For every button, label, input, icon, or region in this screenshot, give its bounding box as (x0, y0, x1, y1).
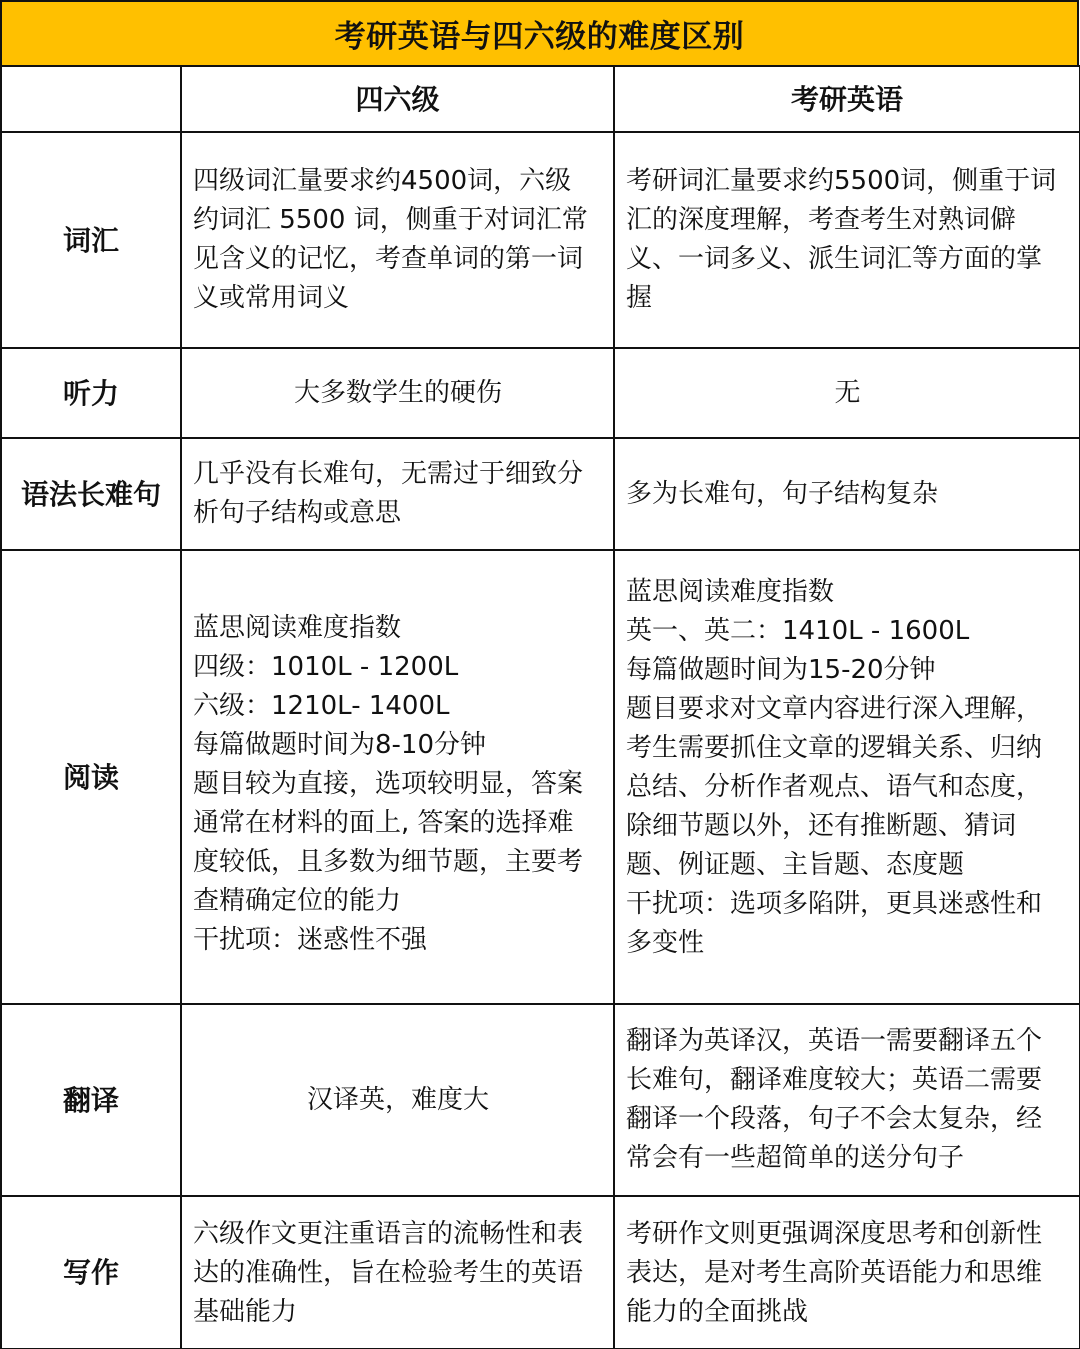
text-line: 度较低，且多数为细节题，主要考 (193, 846, 584, 877)
text-line: 总结、分析作者观点、语气和态度， (626, 772, 1043, 802)
text-line: 干扰项：选项多陷阱，更具迷惑性和 (626, 889, 1043, 919)
text-line: 查精确定位的能力 (193, 885, 402, 916)
text-line: 约词汇 5500 词，侧重于对词汇常 (193, 205, 588, 235)
text-line: 四级：1010L - 1200L (193, 651, 459, 682)
cell-kaoyan-writing (614, 1196, 1080, 1349)
text-line: 基础能力 (193, 1297, 298, 1327)
text-line: 翻译为英译汉，英语一需要翻译五个 (626, 1026, 1043, 1056)
text-line: 义、一词多义、派生词汇等方面的掌 (626, 244, 1043, 274)
comparison-table (0, 65, 1080, 1349)
row-label-translation: 翻译 (1, 1004, 181, 1196)
cell-cet-reading (181, 550, 614, 1004)
text-line: 达的准确性，旨在检验考生的英语 (193, 1258, 584, 1288)
text-line: 汇的深度理解，考查考生对熟词僻 (626, 205, 1017, 235)
header-kaoyan: 考研英语 (614, 66, 1080, 132)
cell-cet-grammar (181, 438, 614, 550)
text-line: 见含义的记忆，考查单词的第一词 (193, 244, 584, 274)
row-label-writing: 写作 (1, 1196, 181, 1349)
text-line: 握 (626, 283, 653, 313)
table-title: 考研英语与四六级的难度区别 (0, 0, 1079, 67)
text-line: 大多数学生的硬伤 (293, 377, 502, 408)
row-label-grammar: 语法长难句 (1, 438, 181, 550)
header-cet: 四六级 (181, 66, 614, 132)
row-grammar (1, 438, 1080, 550)
row-label-reading: 阅读 (1, 550, 181, 1004)
text-line: 考研作文则更强调深度思考和创新性 (626, 1219, 1043, 1249)
text-line: 义或常用词义 (193, 283, 350, 313)
cell-cet-listening (181, 348, 614, 438)
text-line: 题目要求对文章内容进行深入理解， (626, 694, 1043, 724)
text-line: 蓝思阅读难度指数 (626, 577, 835, 607)
cell-kaoyan-listening (614, 348, 1080, 438)
cell-kaoyan-translation (614, 1004, 1080, 1196)
text-line: 无 (834, 377, 861, 408)
cell-kaoyan-vocabulary (614, 132, 1080, 348)
row-label-listening: 听力 (1, 348, 181, 438)
row-label-vocabulary: 词汇 (1, 132, 181, 348)
text-line: 六级：1210L- 1400L (193, 690, 450, 721)
row-reading (1, 550, 1080, 1004)
cell-cet-writing (181, 1196, 614, 1349)
text-line: 每篇做题时间为8-10分钟 (193, 729, 487, 760)
text-line: 常会有一些超简单的送分句子 (626, 1143, 965, 1173)
cell-kaoyan-reading (614, 550, 1080, 1004)
row-writing (1, 1196, 1080, 1349)
cell-cet-translation (181, 1004, 614, 1196)
text-line: 析句子结构或意思 (193, 498, 402, 528)
text-line: 几乎没有长难句，无需过于细致分 (193, 459, 584, 489)
text-line: 每篇做题时间为15-20分钟 (626, 655, 936, 685)
text-line: 多变性 (626, 928, 705, 958)
row-vocabulary (1, 132, 1080, 348)
cell-cet-vocabulary (181, 132, 614, 348)
text-line: 汉译英，难度大 (306, 1084, 489, 1115)
header-row (1, 66, 1080, 132)
text-line: 翻译一个段落，句子不会太复杂，经 (626, 1104, 1043, 1134)
text-line: 考研词汇量要求约5500词，侧重于词 (626, 166, 1057, 196)
text-line: 题、例证题、主旨题、态度题 (626, 850, 965, 880)
text-line: 能力的全面挑战 (626, 1297, 809, 1327)
row-listening (1, 348, 1080, 438)
text-line: 多为长难句，句子结构复杂 (626, 478, 939, 509)
text-line: 通常在材料的面上, 答案的选择难 (193, 807, 574, 838)
text-line: 长难句，翻译难度较大；英语二需要 (626, 1065, 1043, 1095)
text-line: 英一、英二：1410L - 1600L (626, 616, 970, 646)
cell-kaoyan-grammar (614, 438, 1080, 550)
text-line: 六级作文更注重语言的流畅性和表 (193, 1219, 584, 1249)
text-line: 除细节题以外，还有推断题、猜词 (626, 811, 1017, 841)
text-line: 四级词汇量要求约4500词，六级 (193, 166, 572, 196)
text-line: 干扰项：迷惑性不强 (193, 924, 428, 955)
text-line: 蓝思阅读难度指数 (193, 612, 402, 643)
text-line: 题目较为直接，选项较明显，答案 (193, 768, 584, 799)
text-line: 表达，是对考生高阶英语能力和思维 (626, 1258, 1043, 1288)
header-empty-cell (1, 66, 181, 132)
row-translation (1, 1004, 1080, 1196)
text-line: 考生需要抓住文章的逻辑关系、归纳 (626, 733, 1043, 763)
